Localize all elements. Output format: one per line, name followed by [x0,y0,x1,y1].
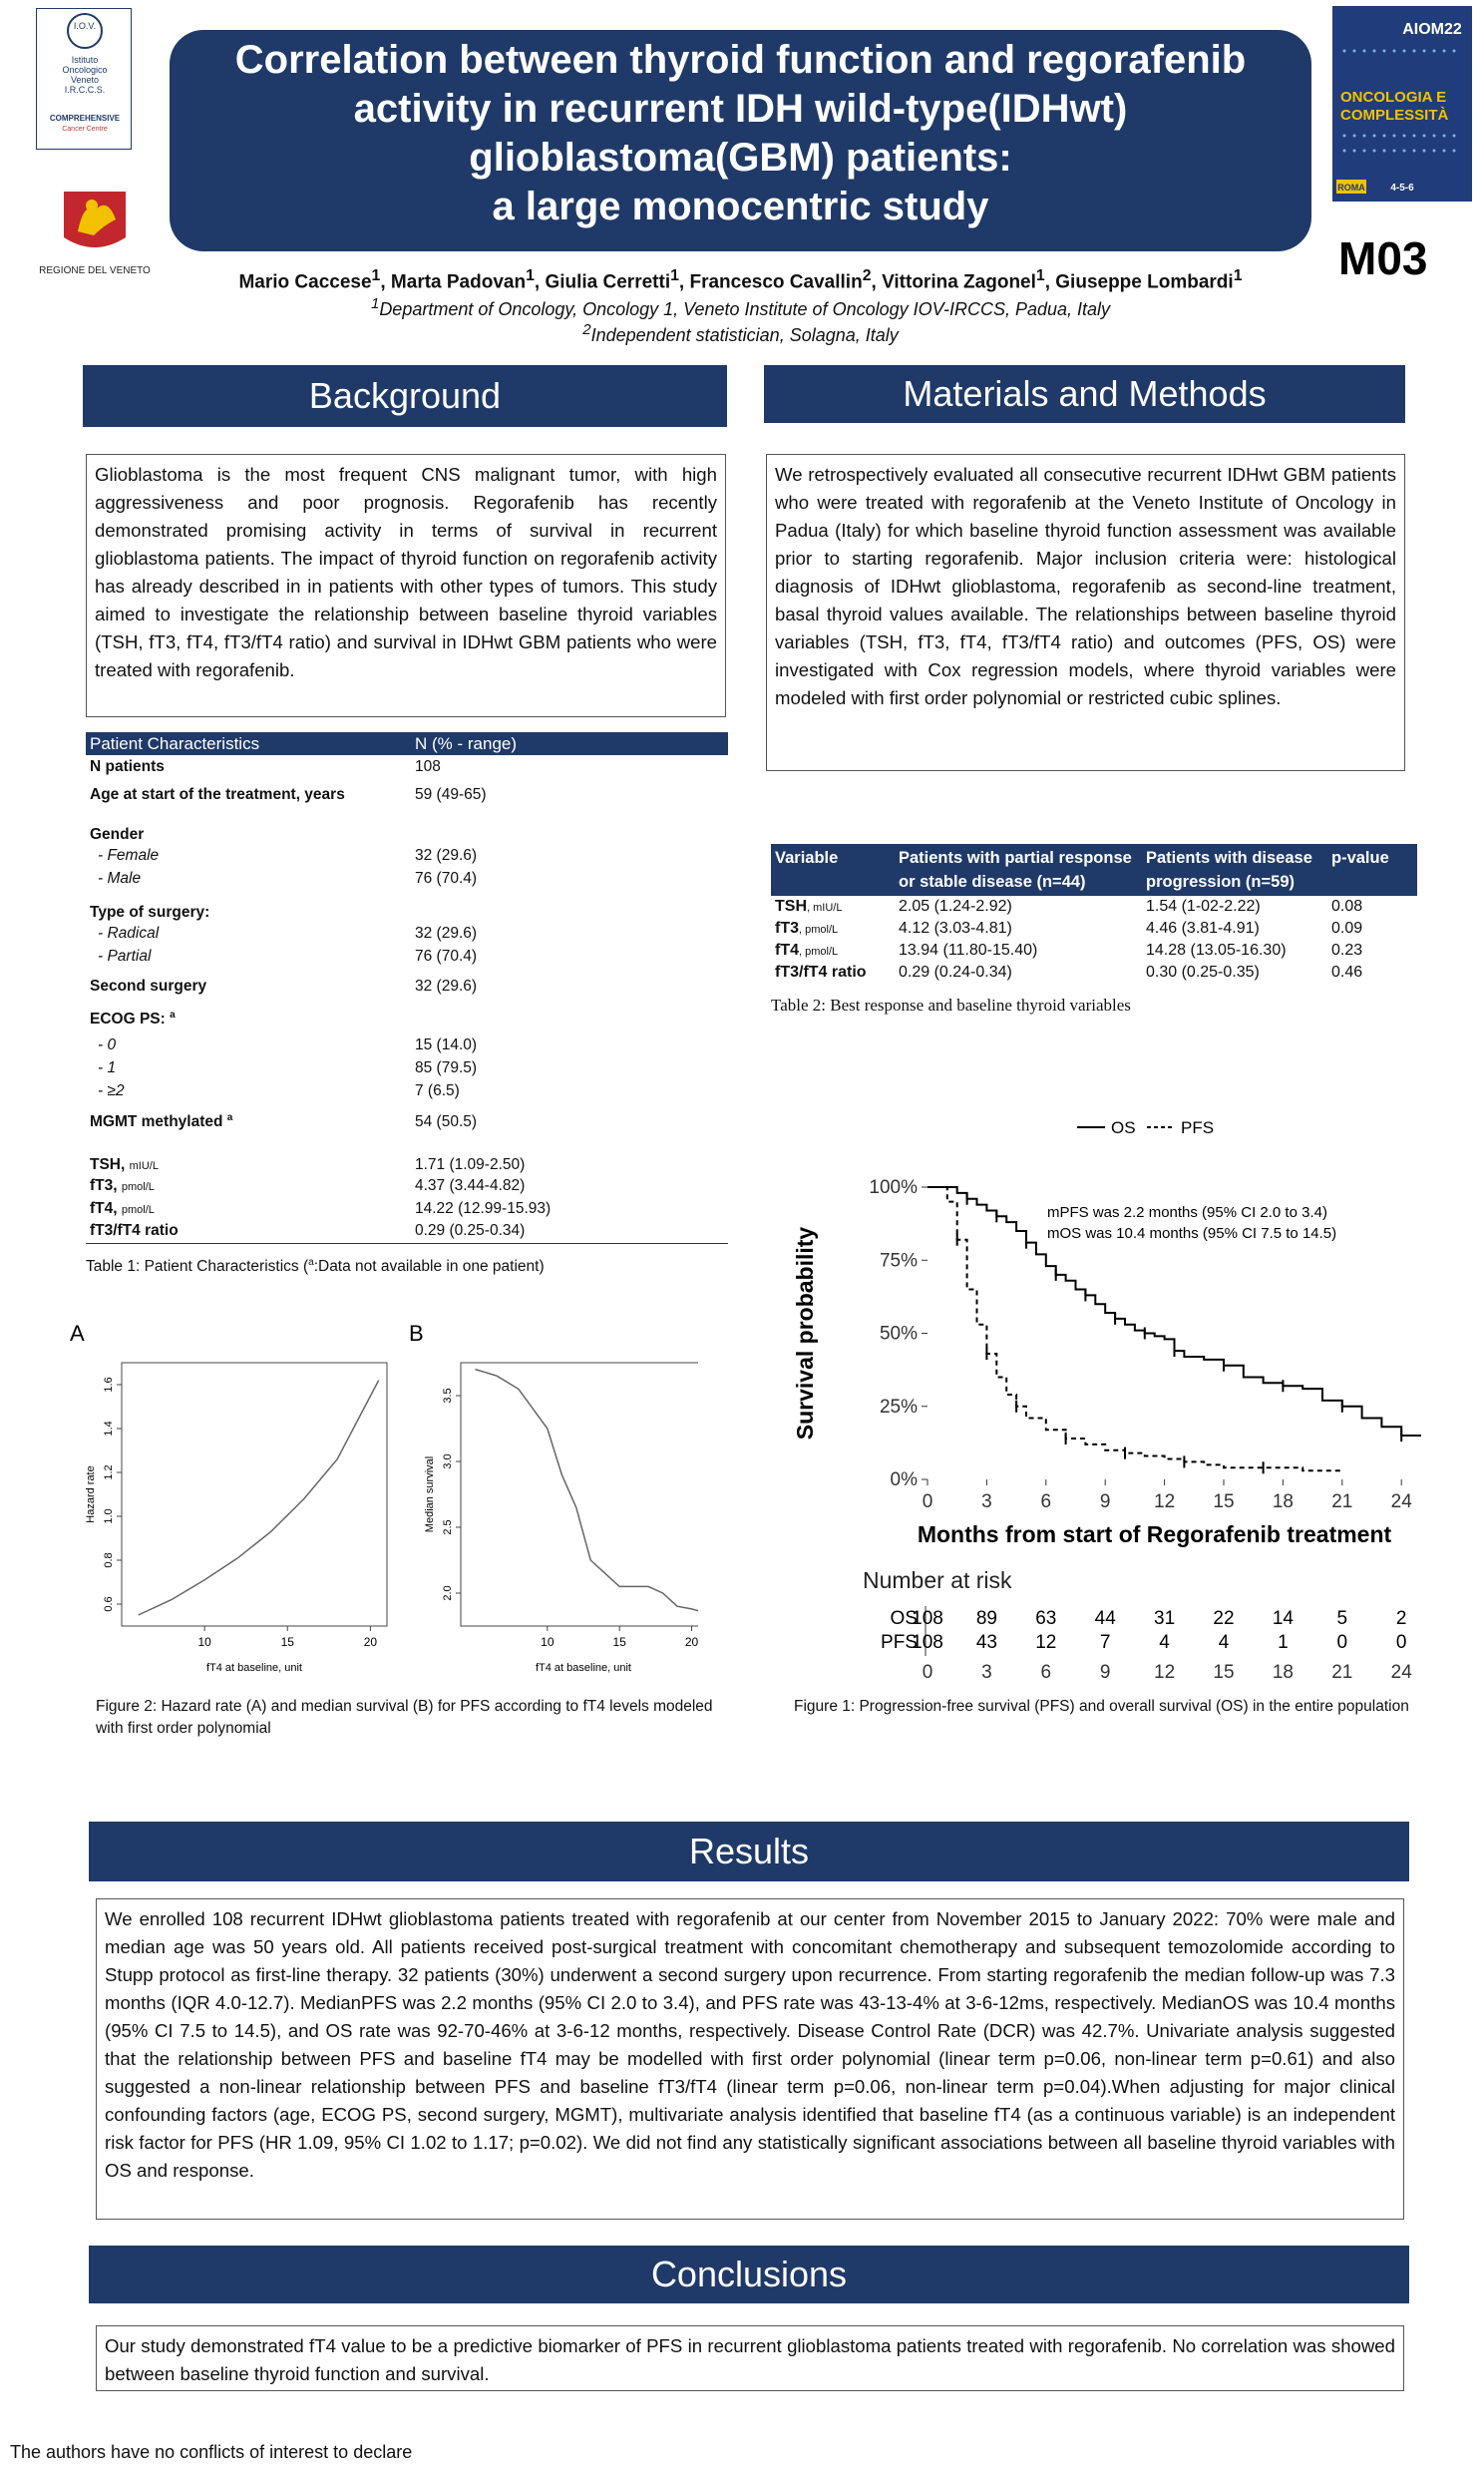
author-list: Mario Caccese$^1$, Marta Padovan$^1$, Giulia Cerretti$^1$, Francesco Cavallin$^2$, Vittorina Zagonel$^1$, Giuseppe Lombardi$^1$ [238,267,1243,293]
at-risk-time-label: 18 [1272,1662,1294,1683]
x-tick-label: 12 [1154,1491,1176,1512]
y-tick-label: 1.2 [103,1464,115,1480]
x-tick-label: 20 [363,1635,378,1649]
x-tick-label: 18 [1272,1491,1294,1512]
x-tick-label: 20 [684,1635,698,1649]
at-risk-pfs-count: 12 [1035,1632,1057,1653]
at-risk-os-count: 63 [1035,1608,1057,1629]
at-risk-pfs-count: 43 [975,1632,997,1653]
title-line-3: glioblastoma(GBM) patients: [469,136,1012,180]
iov-badge: COMPREHENSIVE [49,114,121,123]
at-risk-os-count: 44 [1094,1608,1116,1629]
y-tick-label: 3.0 [442,1453,454,1469]
aiom-name: AIOM22 [1402,21,1462,38]
conflict-statement: The authors have no conflicts of interest to declare [10,2442,413,2462]
affiliation-1: $^1$Department of Oncology, Oncology 1, Veneto Institute of Oncology IOV-IRCCS, Padua, Italy [370,295,1111,319]
iov-line-3: Veneto [70,75,100,85]
author: Giulia Cerretti [545,271,671,293]
y-tick-label: 0.6 [103,1596,115,1612]
table-row: fT3, pmol/L 4.37 (3.44-4.82) [90,1176,526,1194]
km-x-axis-label: Months from start of Regorafenib treatment [917,1521,1392,1547]
table-row: N patients 108 [90,757,441,775]
author: Marta Padovan [390,271,527,293]
x-axis-label: fT4 at baseline, unit [205,1662,303,1674]
table2-header-response: Patients with partial response or stable disease (n=44) [895,844,1142,896]
author: Giuseppe Lombardi [1055,271,1234,293]
x-axis-label: fT4 at baseline, unit [535,1662,632,1674]
plot-frame [122,1363,387,1626]
table2-header-pvalue: p-value [1327,844,1417,896]
table-row: - 0 15 (14.0) [98,1035,478,1053]
km-annotation-pfs: mPFS was 2.2 months (95% CI 2.0 to 3.4) [1047,1204,1327,1221]
at-risk-time-label: 24 [1390,1662,1412,1683]
figure-1-km-plot [768,1107,1436,1696]
y-tick-label: 75% [879,1250,918,1272]
iov-line-1: Istituto [71,55,99,65]
y-tick-label: 1.0 [103,1508,115,1524]
table-row: fT3, pmol/L 4.12 (3.03-4.81) 4.46 (3.81-4.91) 0.09 [775,920,1363,937]
table1-header-characteristic: Patient Characteristics [90,733,260,753]
table-row: Age at start of the treatment, years 59 (49-65) [90,786,487,803]
at-risk-time-label: 9 [1099,1662,1111,1683]
at-risk-title: Number at risk [863,1567,1012,1593]
title-line-1: Correlation between thyroid function and regorafenib [234,38,1247,82]
panel-a-label: A [70,1321,85,1346]
x-tick-label: 10 [541,1635,555,1649]
author: Mario Caccese [238,271,372,293]
panel-b-label: B [409,1321,424,1346]
patient-characteristics-table [86,732,728,1278]
at-risk-time-label: 15 [1213,1662,1235,1683]
legend-os-label: OS [1111,1118,1136,1137]
at-risk-pfs-count: 1 [1278,1632,1289,1653]
background-text: Glioblastoma is the most frequent CNS malignant tumor, with high aggressiveness and poor prognosis. Regorafenib has recently demonstrated promising activity in terms of survival in recurrent glioblastoma patients. The impact of thyroid function on regorafenib activity has already described in in patients with other types of tumors. This study aimed to investigate the relationship between baseline thyroid variables (TSH, fT3, fT4, fT3/fT4 ratio) and survival in IDHwt GBM patients who were treated with regorafenib. [86,454,726,717]
table2-header-progression: Patients with disease progression (n=59) [1142,844,1327,896]
aiom-congress-logo [1332,6,1472,202]
x-tick-label: 9 [1099,1491,1111,1512]
regione-veneto-logo [34,180,156,279]
iov-badge-sub: Cancer Centre [62,126,108,133]
veneto-text: REGIONE DEL VENETO [39,265,151,276]
x-tick-label: 3 [981,1491,992,1512]
table-row: Second surgery 32 (29.6) [90,978,478,995]
table-row: - Partial 76 (70.4) [98,947,478,965]
at-risk-time-label: 3 [981,1662,992,1683]
table-row: TSH, mIU/L 1.71 (1.09-2.50) [90,1156,526,1173]
aiom-city: ROMA [1337,183,1365,193]
y-tick-label: 100% [869,1177,918,1198]
x-tick-label: 0 [922,1491,933,1512]
table-row: fT4, pmol/L 14.22 (12.99-15.93) [90,1199,552,1217]
at-risk-os-count: 2 [1395,1608,1407,1629]
table-row: - Radical 32 (29.6) [98,924,478,942]
at-risk-os-label: OS [890,1608,918,1629]
km-annotation-os: mOS was 10.4 months (95% CI 7.5 to 14.5) [1047,1225,1337,1242]
table-row: MGMT methylated $^a$ 54 (50.5) [90,1112,478,1131]
methods-heading: Materials and Methods [764,365,1405,423]
table-row: fT3/fT4 ratio 0.29 (0.24-0.34) 0.30 (0.25-0.35) 0.46 [775,964,1363,981]
median-survival-plot [424,1363,698,1674]
at-risk-time-label: 21 [1331,1662,1353,1683]
y-tick-label: 0.8 [103,1552,115,1568]
author: Vittorina Zagonel [882,271,1036,293]
series-line [139,1381,379,1615]
y-tick-label: 50% [879,1323,918,1345]
at-risk-pfs-count: 108 [912,1632,943,1653]
at-risk-os-count: 5 [1336,1608,1348,1629]
title-line-2: activity in recurrent IDH wild-type(IDHwt) [353,87,1128,131]
table2-caption: Table 2: Best response and baseline thyroid variables [771,996,1131,1015]
hazard-rate-plot [85,1363,387,1674]
affiliation-2: $^2$Independent statistician, Solagna, Italy [582,321,899,345]
aiom-dates: 4-5-6 [1390,183,1414,194]
x-tick-label: 15 [280,1635,294,1649]
table1-header-value: N (% - range) [415,733,518,753]
at-risk-pfs-count: 0 [1336,1632,1348,1653]
y-axis-label: Hazard rate [85,1465,97,1523]
at-risk-os-count: 108 [912,1608,943,1629]
y-tick-label: 25% [879,1396,918,1418]
y-tick-label: 1.6 [103,1377,115,1393]
results-text: We enrolled 108 recurrent IDHwt glioblastoma patients treated with regorafenib at our center from November 2015 to January 2022: 70% were male and median age was 50 years old. All patients received post-surgical treatment with concomitant chemotherapy and subsequent temozolomide according to Stupp protocol as first-line therapy. 32 patients (30%) underwent a second surgery upon recurrence. From starting regorafenib the median follow-up was 7.3 months (IQR 4.0-12.7). MedianPFS was 2.2 months (95% CI 2.0 to 3.4), and PFS rate was 43-13-4% at 3-6-12ms, respectively. MedianOS was 10.4 months (95% CI 7.5 to 14.5), and OS rate was 92-70-46% at 3-6-12 months, respectively. Disease Control Rate (DCR) was 42.7%. Univariate analysis suggested that the relationship between PFS and baseline fT4 may be modelled with first order polynomial (linear term p=0.06, non-linear term p=0.61) and also suggested a non-linear relationship between PFS and baseline fT3/fT4 (linear term p=0.06, non-linear term p=0.04).When adjusting for major clinical confounding factors (age, ECOG PS, second surgery, MGMT), multivariate analysis identified that baseline fT4 (as a continuous variable) is an independent risk factor for PFS (HR 1.09, 95% CI 1.02 to 1.17; p=0.02). We did not find any statistically significant associations between all baseline thyroid variables with OS and response. [96,1898,1404,2220]
at-risk-os-count: 22 [1213,1608,1235,1629]
at-risk-os-count: 89 [975,1608,997,1629]
conclusions-text: Our study demonstrated fT4 value to be a predictive biomarker of PFS in recurrent glioblastoma patients treated with regorafenib. No correlation was showed between baseline thyroid function and survival. [96,2325,1404,2391]
iov-line-4: I.R.C.C.S. [64,85,106,95]
figure1-caption: Figure 1: Progression-free survival (PFS) and overall survival (OS) in the entire population [794,1698,1409,1715]
results-heading: Results [89,1822,1409,1881]
x-tick-label: 24 [1390,1491,1412,1512]
table-row: - 1 85 (79.5) [98,1058,478,1076]
y-tick-label: 2.0 [442,1585,454,1601]
response-thyroid-table [771,844,1417,1016]
table-row: Type of surgery: [90,904,210,921]
y-tick-label: 0% [890,1469,918,1490]
title-line-4: a large monocentric study [492,185,989,228]
at-risk-pfs-count: 7 [1099,1632,1111,1653]
methods-text: We retrospectively evaluated all consecutive recurrent IDHwt GBM patients who were treated with regorafenib at the Veneto Institute of Oncology in Padua (Italy) for which baseline thyroid function assessment was available prior to starting regorafenib. Major inclusion criteria were: histological diagnosis of IDHwt glioblastoma, regorafenib as second-line treatment, basal thyroid values available. The relationships between baseline thyroid variables (TSH, fT3, fT4, fT3/fT4 ratio) and outcomes (PFS, OS) were investigated with Cox regression models, where thyroid variables were modeled with first order polynomial or restricted cubic splines. [766,454,1405,771]
iov-logo [36,8,132,150]
aiom-slogan-2: COMPLESSITÀ [1340,107,1449,124]
figure2-caption: Figure 2: Hazard rate (A) and median survival (B) for PFS according to fT4 levels modeled with first order polynomial [96,1698,713,1737]
at-risk-time-label: 6 [1040,1662,1052,1683]
iov-line-2: Oncologico [62,65,108,75]
x-tick-label: 21 [1331,1491,1353,1512]
author: Francesco Cavallin [689,271,863,293]
at-risk-pfs-count: 0 [1395,1632,1407,1653]
at-risk-time-label: 0 [922,1662,933,1683]
y-tick-label: 1.4 [103,1421,115,1437]
aiom-slogan-1: ONCOLOGIA E [1340,89,1447,106]
y-tick-label: 2.5 [442,1519,454,1535]
x-tick-label: 15 [1213,1491,1235,1512]
table1-caption: Table 1: Patient Characteristics ($^a$:Data not available in one patient) [86,1256,545,1275]
table-row: ECOG PS: $^a$ [90,1010,176,1029]
plot-frame [461,1363,698,1626]
at-risk-os-count: 31 [1154,1608,1176,1629]
table-row: - Female 32 (29.6) [98,846,478,864]
poster-code: M03 [1338,232,1428,284]
table-row: TSH, mIU/L 2.05 (1.24-2.92) 1.54 (1-02-2.22) 0.08 [775,898,1363,915]
at-risk-pfs-count: 4 [1218,1632,1230,1653]
table-row: - Male 76 (70.4) [98,869,478,887]
background-heading: Background [83,365,727,427]
km-y-axis-label: Survival probability [792,1226,818,1441]
table-row: Gender [90,826,145,843]
table-row: fT4, pmol/L 13.94 (11.80-15.40) 14.28 (13.05-16.30) 0.23 [775,942,1363,959]
poster-title [170,30,1311,251]
series-line [475,1370,698,1613]
at-risk-time-label: 12 [1154,1662,1176,1683]
table-row: fT3/fT4 ratio 0.29 (0.25-0.34) [86,1220,728,1243]
figure-2 [60,1307,698,1696]
x-tick-label: 6 [1040,1491,1052,1512]
table2-header-variable: Variable [771,844,895,896]
x-tick-label: 10 [197,1635,211,1649]
iov-line-0: I.O.V. [73,21,97,31]
x-tick-label: 15 [612,1635,626,1649]
at-risk-os-count: 14 [1272,1608,1294,1629]
y-axis-label: Median survival [424,1455,436,1533]
table-row: - ≥2 7 (6.5) [98,1081,460,1099]
at-risk-pfs-count: 4 [1159,1632,1170,1653]
conclusions-heading: Conclusions [89,2246,1409,2303]
y-tick-label: 3.5 [442,1388,454,1404]
legend-pfs-label: PFS [1181,1118,1215,1137]
at-risk-pfs-label: PFS [881,1632,918,1653]
